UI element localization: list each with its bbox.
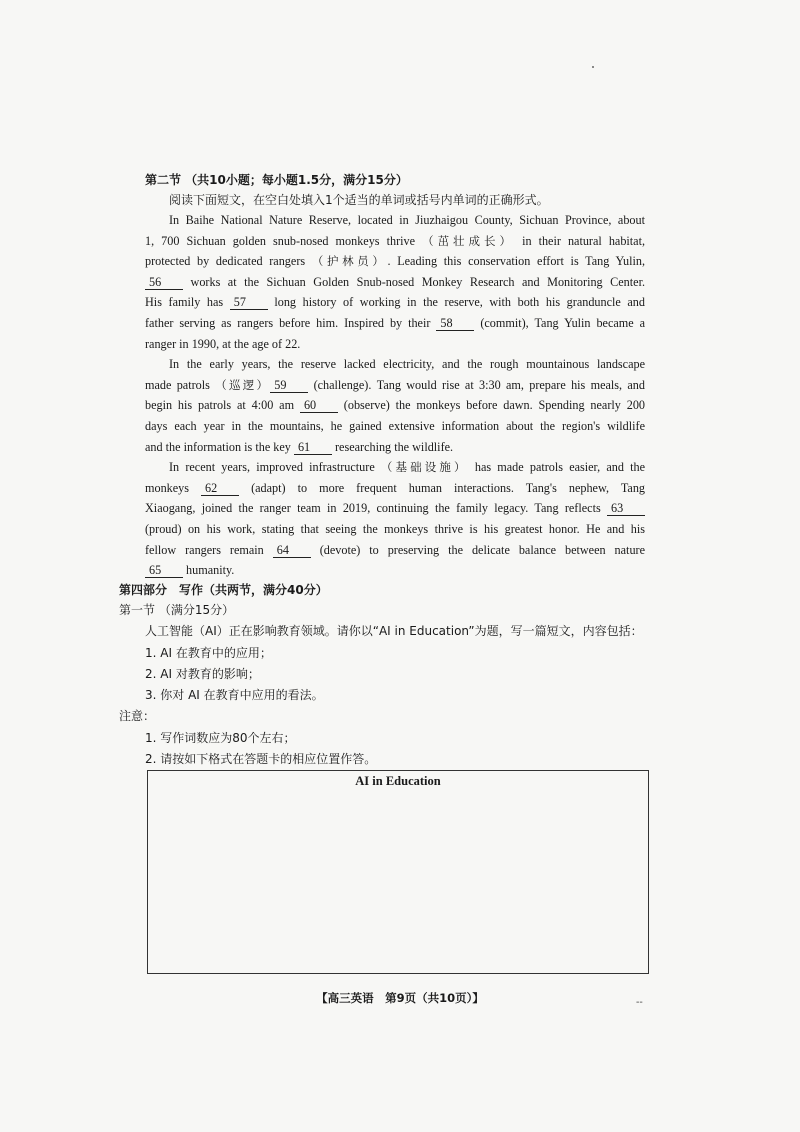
text: 1, 700 Sichuan golden snub-nosed monkeys thrive (145, 233, 416, 248)
chinese-gloss: （巡逻） (215, 377, 271, 392)
text: protected by dedicated rangers (145, 254, 306, 269)
text: ranger in 1990, at the age of 22. (145, 336, 301, 351)
content-point-3: 3. 你对 AI 在教育中应用的看法。 (145, 688, 324, 703)
p3-line-6 (145, 560, 645, 581)
note-1: 1. 写作词数应为80个左右； (145, 730, 296, 745)
p2-line-4 (145, 416, 645, 437)
section-2-instruction: 阅读下面短文，在空白处填入1个适当的单词或括号内单词的正确形式。 (169, 193, 549, 207)
text: Xiaogang, joined the ranger team in 2019, continuing the family legacy. Tang reflects (145, 501, 601, 516)
p1-line-5 (145, 292, 645, 313)
text: has made patrols easier, and the (474, 460, 646, 475)
p1-line-3 (145, 251, 645, 272)
passage-paragraph-2 (145, 354, 645, 457)
blank-59[interactable]: 59 (270, 378, 308, 393)
answer-box-title: AI in Education (355, 774, 441, 788)
p3-line-5 (145, 540, 645, 561)
p2-line-5 (145, 437, 645, 458)
text: (challenge). Tang would rise at 3:30 am, prepare his meals, and (313, 377, 645, 392)
passage-paragraph-1 (145, 210, 645, 354)
note-2: 2. 请按如下格式在答题卡的相应位置作答。 (145, 752, 377, 767)
text: In the early years, the reserve lacked electricity, and the rough mountainous landscape (169, 357, 645, 372)
blank-65[interactable]: 65 (145, 563, 183, 578)
p2-line-1 (145, 354, 645, 375)
text: humanity. (186, 563, 235, 578)
text: (observe) the monkeys before dawn. Spending nearly 200 (343, 398, 646, 413)
text: works at the Sichuan Golden Snub-nosed Monkey Research and Monitoring Center. (190, 274, 646, 289)
blank-57[interactable]: 57 (230, 295, 268, 310)
text: made patrols (145, 377, 210, 392)
passage-paragraph-3 (145, 457, 645, 581)
blank-61[interactable]: 61 (294, 440, 332, 455)
p3-line-4 (145, 519, 645, 540)
text: (proud) on his work, stating that seeing the monkeys thrive is his greatest honor. He and his (145, 521, 645, 536)
writing-section (119, 600, 649, 770)
text: father serving as rangers before him. Inspired by their (145, 315, 431, 330)
blank-63[interactable]: 63 (607, 501, 645, 516)
p3-line-1 (145, 457, 645, 478)
text: in their natural habitat, (522, 233, 646, 248)
text: monkeys (145, 480, 190, 495)
blank-62[interactable]: 62 (201, 481, 239, 496)
footer-mark: -- (636, 997, 643, 1008)
content-point-1: 1. AI 在教育中的应用； (145, 645, 272, 660)
chinese-gloss: （茁壮成长） (422, 233, 516, 248)
part-4-title: 第四部分 写作（共两节，满分40分） (119, 583, 328, 597)
p1-line-7 (145, 334, 645, 355)
writing-prompt: 人工智能（AI）正在影响教育领域。请你以“AI in Education”为题，写一篇短文，内容包括： (145, 624, 643, 639)
text: In Baihe National Nature Reserve, located in Jiuzhaigou County, Sichuan Province, about (169, 213, 645, 227)
text: In recent years, improved infrastructure (169, 460, 375, 475)
p1-line-6 (145, 313, 645, 334)
content-point-2: 2. AI 对教育的影响； (145, 666, 260, 681)
p3-line-2 (145, 478, 645, 499)
text: long history of working in the reserve, with both his granduncle and (274, 295, 645, 310)
text: (commit), Tang Yulin became a (480, 315, 646, 330)
answer-box[interactable] (147, 770, 649, 974)
text: begin his patrols at 4:00 am (145, 398, 295, 413)
p2-line-2 (145, 375, 645, 396)
text: (devote) to preserving the delicate balance between nature (319, 542, 646, 557)
chinese-gloss: （基础设施） (380, 460, 469, 475)
blank-64[interactable]: 64 (273, 543, 311, 558)
p1-line-4 (145, 272, 645, 293)
p1-line-2 (145, 231, 645, 252)
p1-line-1 (145, 210, 645, 231)
section-1-title: 第一节 （满分15分） (119, 603, 235, 617)
section-2-title: 第二节 （共10小题；每小题1.5分，满分15分） (145, 173, 408, 187)
blank-60[interactable]: 60 (300, 398, 338, 413)
section-2 (145, 170, 645, 581)
text: researching the wildlife. (334, 439, 454, 454)
text: days each year in the mountains, he gained extensive information about the region's wildlife (145, 418, 645, 433)
page-footer: 【高三英语 第9页（共10页）】 (316, 991, 484, 1005)
p2-line-3 (145, 395, 645, 416)
text: and the information is the key (145, 439, 291, 454)
note-label: 注意： (119, 709, 156, 724)
p3-line-3 (145, 498, 645, 519)
chinese-gloss: （护林员） (311, 254, 388, 269)
blank-58[interactable]: 58 (436, 316, 474, 331)
text: (adapt) to more frequent human interactions. Tang's nephew, Tang (251, 480, 646, 495)
blank-56[interactable]: 56 (145, 275, 183, 290)
text: . Leading this conservation effort is Tang Yulin, (387, 254, 646, 269)
text: His family has (145, 295, 224, 310)
scan-speck (592, 66, 594, 68)
text: fellow rangers remain (145, 542, 264, 557)
